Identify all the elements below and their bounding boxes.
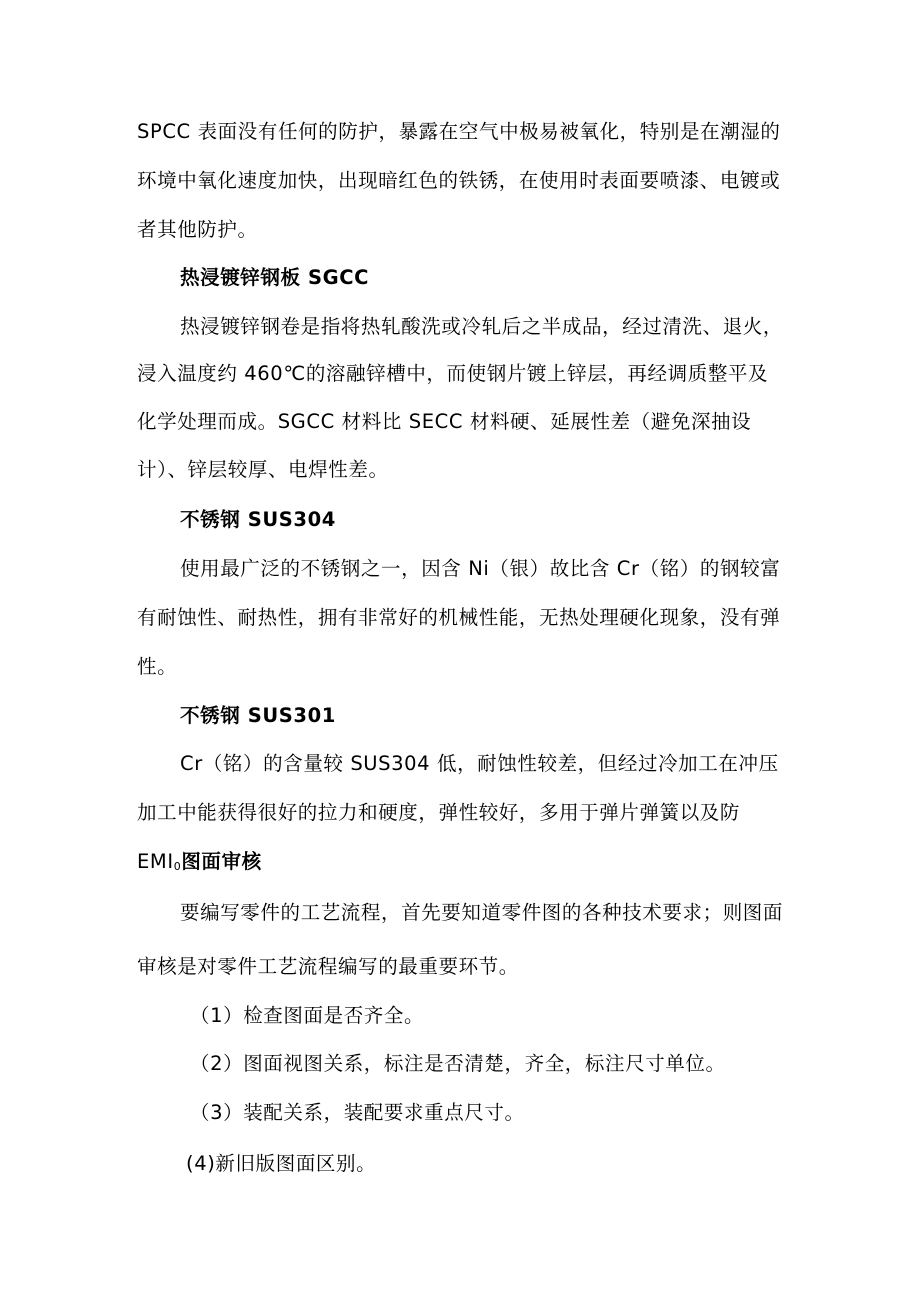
paragraph-sus304-line-3: 性。 bbox=[137, 655, 178, 678]
heading-sus304: 不锈钢 SUS304 bbox=[180, 508, 336, 531]
paragraph-sus301-line-1: Cr（铭）的含量较 SUS304 低，耐蚀性较差，但经过冷加工在冲压 bbox=[180, 752, 779, 775]
paragraph-spcc-line-1: SPCC 表面没有任何的防护，暴露在空气中极易被氧化，特别是在潮湿的 bbox=[137, 120, 781, 143]
heading-drawing-review: 图面审核 bbox=[181, 850, 262, 873]
emi-text: EMI bbox=[137, 850, 174, 873]
paragraph-sgcc-line-2: 浸入温度约 460℃的溶融锌槽中，而使钢片镀上锌层，再经调质整平及 bbox=[137, 362, 769, 385]
paragraph-review-line-2: 审核是对零件工艺流程编写的最重要环节。 bbox=[137, 955, 519, 978]
heading-sus301: 不锈钢 SUS301 bbox=[180, 704, 336, 727]
list-item-4: (4)新旧版图面区别。 bbox=[186, 1152, 377, 1175]
paragraph-spcc-line-2: 环境中氧化速度加快，出现暗红色的铁锈，在使用时表面要喷漆、电镀或 bbox=[137, 169, 781, 192]
list-item-3: （3）装配关系，装配要求重点尺寸。 bbox=[190, 1101, 525, 1124]
paragraph-sgcc-line-1: 热浸镀锌钢卷是指将热轧酸洗或冷轧后之半成品，经过清洗、退火， bbox=[180, 315, 784, 338]
paragraph-sgcc-line-4: 计）、锌层较厚、电焊性差。 bbox=[137, 458, 389, 481]
heading-sgcc: 热浸镀锌钢板 SGCC bbox=[180, 266, 370, 289]
paragraph-spcc-line-3: 者其他防护。 bbox=[137, 218, 258, 241]
list-item-2: （2）图面视图关系，标注是否清楚，齐全，标注尺寸单位。 bbox=[190, 1052, 726, 1075]
paragraph-sus301-line-2: 加工中能获得很好的拉力和硬度，弹性较好，多用于弹片弹簧以及防 bbox=[137, 801, 741, 824]
emi-subscript: 0 bbox=[173, 860, 182, 873]
paragraph-review-line-1: 要编写零件的工艺流程，首先要知道零件图的各种技术要求；则图面 bbox=[180, 901, 784, 924]
paragraph-sgcc-line-3: 化学处理而成。SGCC 材料比 SECC 材料硬、延展性差（避免深抽设 bbox=[137, 410, 752, 433]
paragraph-sus304-line-1: 使用最广泛的不锈钢之一，因含 Ni（银）故比含 Cr（铭）的钢较富 bbox=[180, 557, 781, 580]
list-item-1: （1）检查图面是否齐全。 bbox=[190, 1004, 425, 1027]
paragraph-sus301-line-3 bbox=[137, 848, 262, 881]
paragraph-sus304-line-2: 有耐蚀性、耐热性，拥有非常好的机械性能，无热处理硬化现象，没有弹 bbox=[137, 606, 781, 629]
